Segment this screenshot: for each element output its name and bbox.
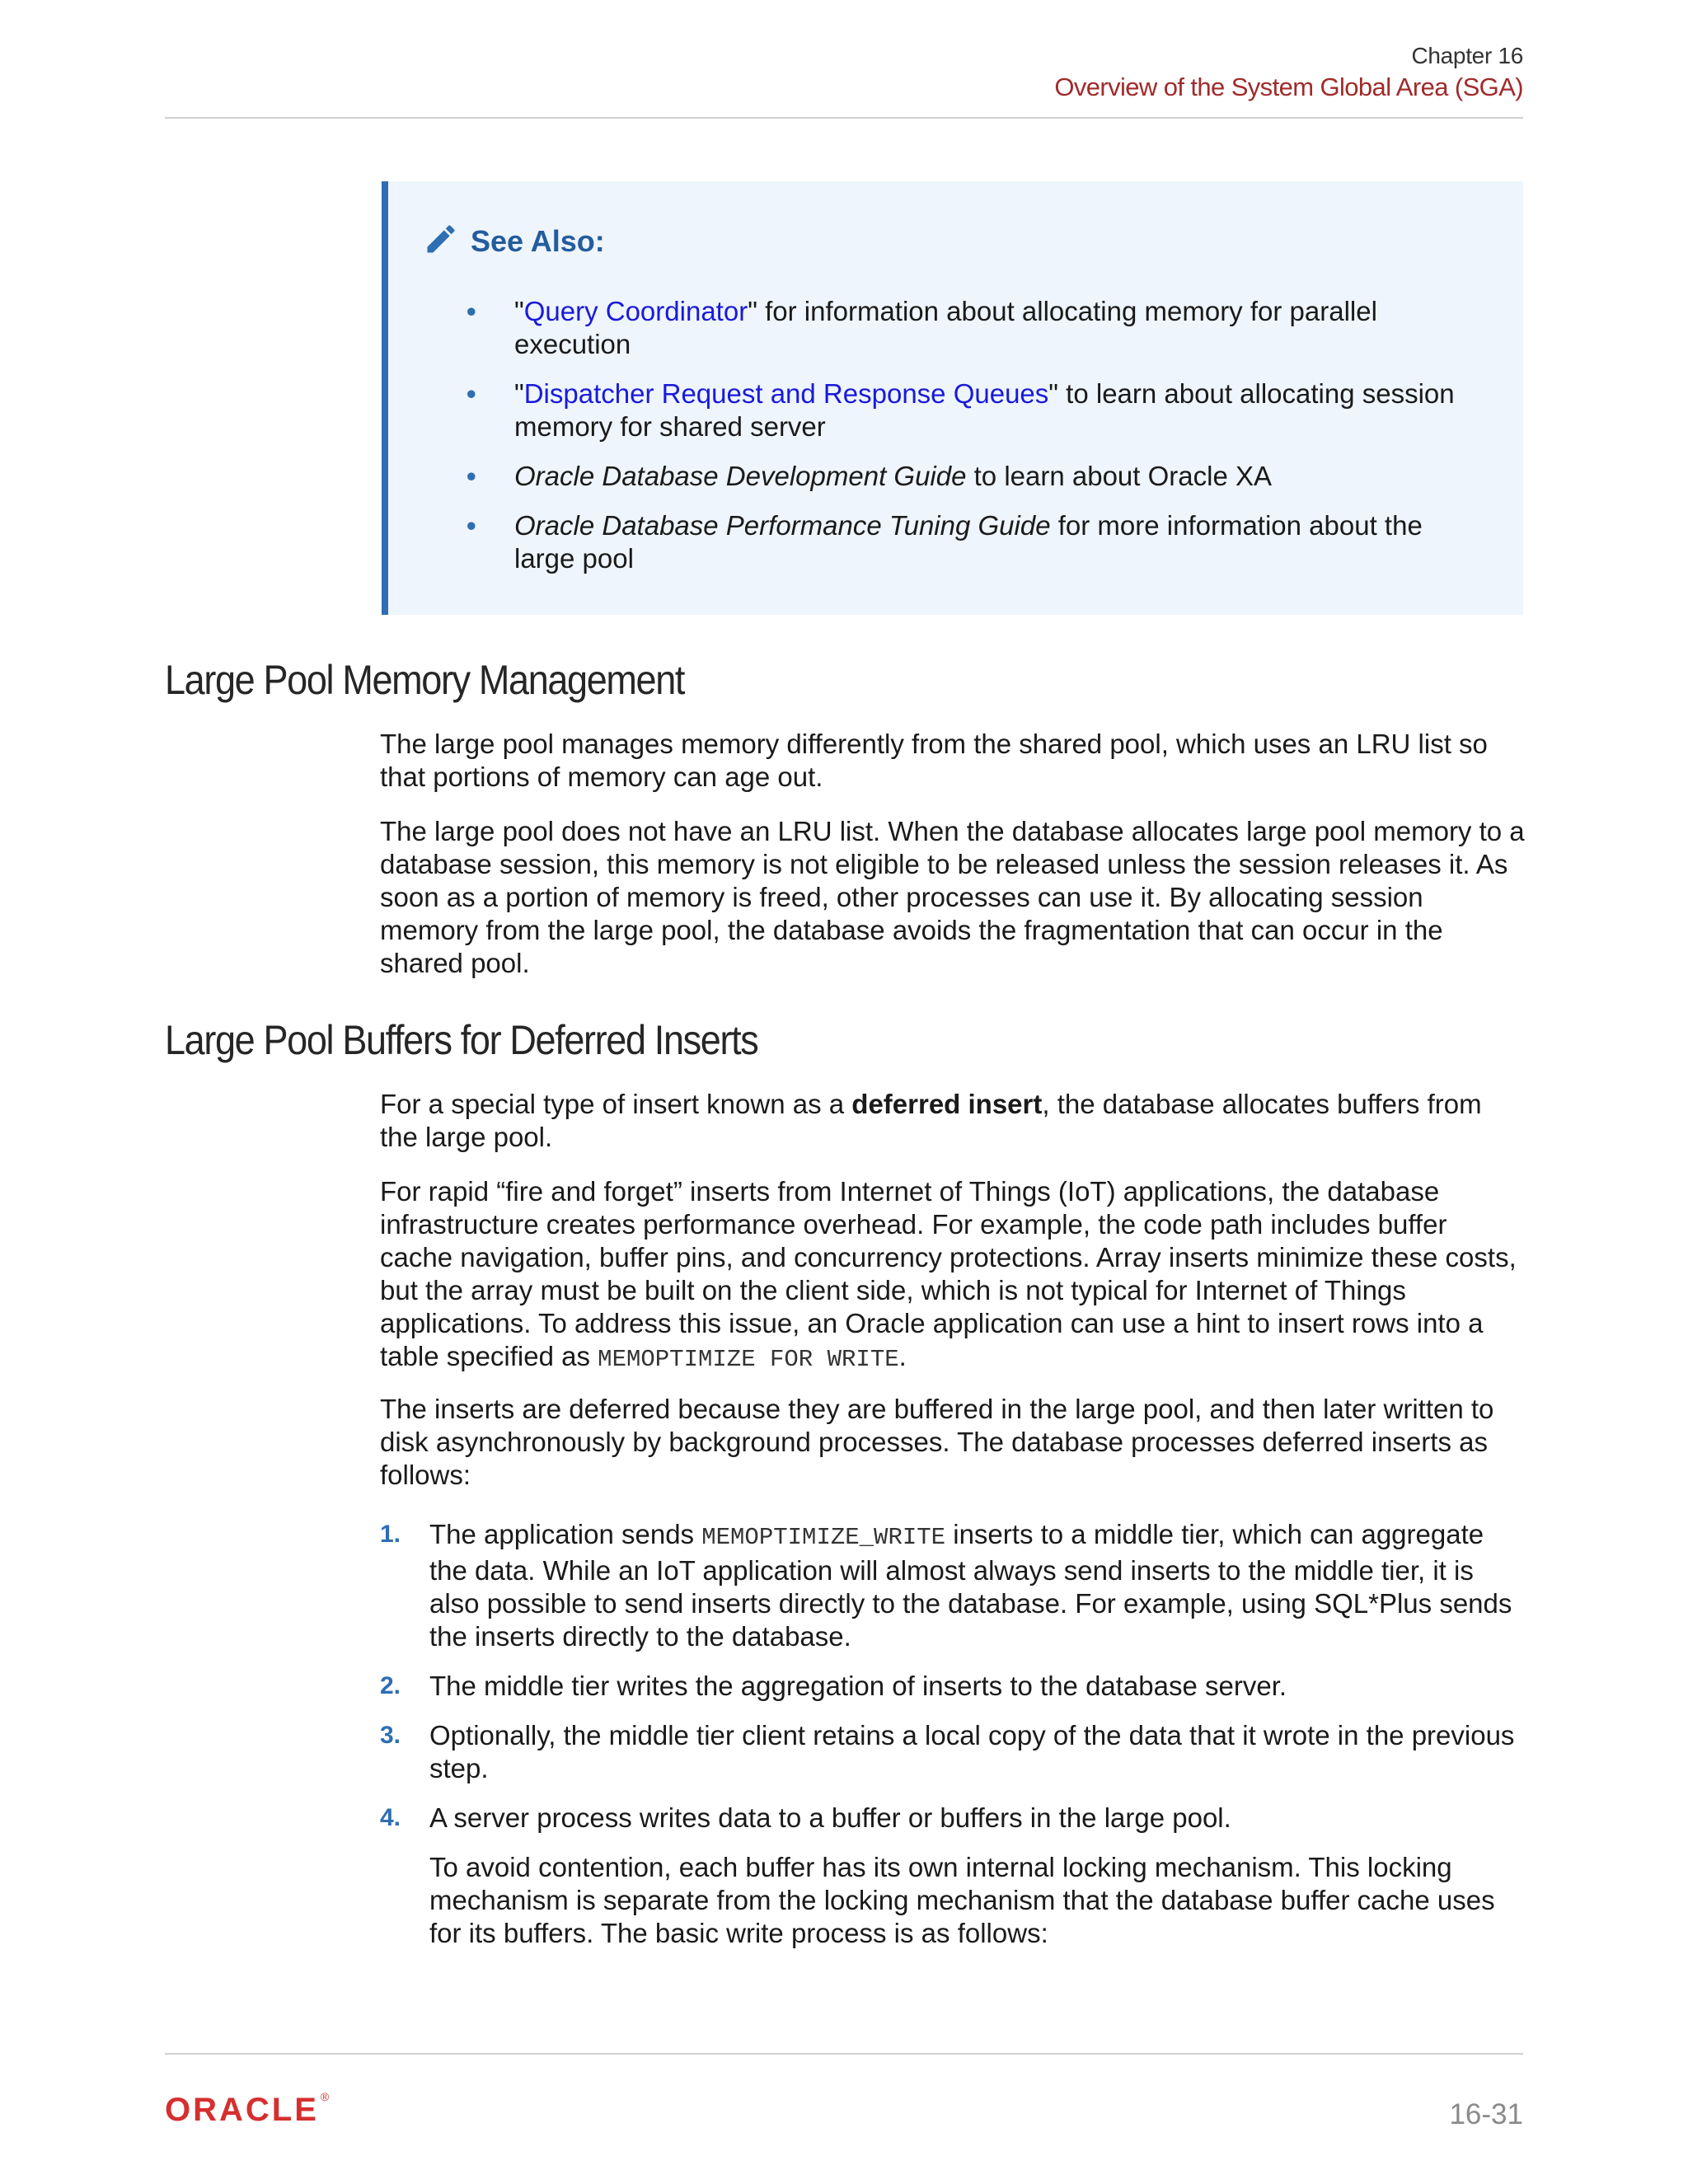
step-item: [380, 1518, 1526, 1653]
text-run: .: [898, 1341, 907, 1371]
text-run: inserts to a middle tier, which can aggregate the data. While an IoT application will almost always send inserts to the middle tier, it is also possible to send inserts directly to the database. For example, using SQL*Plus sends the inserts directly to the database.: [429, 1519, 1512, 1652]
text-run: A server process writes data to a buffer or buffers in the large pool.: [429, 1802, 1231, 1833]
see-also-item: [467, 509, 1489, 575]
footer-divider: [165, 2053, 1523, 2055]
text-run: For rapid “fire and forget” inserts from Internet of Things (IoT) applications, the database infrastructure creates performance overhead. For example, the code path includes buffer cache navigation, buffer pins, and concurrency protections. Array inserts minimize these costs, but the array must be built on the client side, which is not typical for Internet of Things applications. To address this issue, an Oracle application can use a hint to insert rows into a table specified as: [380, 1176, 1517, 1371]
see-also-item-text: to learn about allocating session memory for shared server: [514, 378, 1455, 442]
see-also-item-text: for information about allocating memory for parallel execution: [514, 296, 1377, 359]
code-literal: MEMOPTIMIZE FOR WRITE: [598, 1346, 899, 1373]
see-also-item-text: to learn about Oracle XA: [966, 461, 1273, 491]
deferred-insert-steps: [380, 1518, 1526, 1966]
step-item: [380, 1802, 1526, 1950]
see-also-item: [467, 460, 1489, 493]
paragraph: [380, 1088, 1526, 1154]
code-literal: MEMOPTIMIZE_WRITE: [701, 1524, 946, 1551]
step-number: 3.: [380, 1722, 401, 1749]
see-also-title: See Also:: [471, 223, 605, 258]
see-also-item-text: for more information about the large pool: [514, 510, 1423, 574]
registered-mark: ®: [320, 2090, 330, 2103]
text-run: The application sends: [429, 1519, 702, 1549]
oracle-logo-text: ORACLE: [165, 2092, 319, 2128]
paragraph: The inserts are deferred because they are buffered in the large pool, and then later written to disk asynchronously by background processes. The database processes deferred inserts as follows:: [380, 1394, 1494, 1490]
text-run: For a special type of insert known as a: [380, 1089, 852, 1119]
header-divider: [165, 117, 1523, 119]
dispatcher-queues-link[interactable]: Dispatcher Request and Response Queues: [523, 378, 1049, 409]
paragraph: [380, 1175, 1526, 1376]
step-detail: To avoid contention, each buffer has its own internal locking mechanism. This locking mechanism is separate from the locking mechanism that the database buffer cache uses for its buffers. The basic write process is as follows:: [429, 1852, 1495, 1948]
book-title: Oracle Database Performance Tuning Guide: [514, 510, 1051, 541]
see-also-item: • "Query Coordinator" for information about allocating memory for parallel execution: [467, 296, 1377, 359]
bullet-icon: •: [467, 510, 476, 541]
see-also-header: [423, 221, 605, 261]
section-heading-memory-management: Large Pool Memory Management: [165, 657, 685, 703]
bullet-icon: •: [467, 378, 476, 409]
bullet-icon: •: [467, 296, 476, 326]
see-also-callout: [382, 181, 1523, 615]
text-run: The middle tier writes the aggregation of inserts to the database server.: [429, 1671, 1287, 1701]
book-title: Oracle Database Development Guide: [514, 461, 967, 491]
paragraph: The large pool manages memory differently from the shared pool, which uses an LRU list so that portions of memory can age out.: [380, 729, 1488, 792]
step-number: 2.: [380, 1672, 401, 1699]
see-also-list: [467, 295, 1489, 592]
section-heading-deferred-inserts: Large Pool Buffers for Deferred Inserts: [165, 1017, 758, 1063]
text-run: , the database allocates buffers from the large pool.: [380, 1089, 1482, 1152]
paragraph: The large pool does not have an LRU list. When the database allocates large pool memory to a database session, this memory is not eligible to be released unless the session releases it. As soon as a portion of memory is freed, other processes can use it. By allocating session memory from the large pool, the database avoids the fragmentation that can occur in the shared pool.: [380, 816, 1525, 978]
term-deferred-insert: deferred insert: [851, 1089, 1043, 1119]
pencil-icon: [423, 221, 459, 261]
step-item: [380, 1719, 1526, 1785]
step-item: [380, 1670, 1526, 1703]
text-run: Optionally, the middle tier client retains a local copy of the data that it wrote in the previous step.: [429, 1720, 1515, 1783]
see-also-item: • "Dispatcher Request and Response Queues" to learn about allocating session memory for shared server: [467, 378, 1455, 442]
step-number: 4.: [380, 1804, 401, 1831]
chapter-title: Overview of the System Global Area (SGA): [1054, 73, 1523, 101]
query-coordinator-link[interactable]: Query Coordinator: [523, 296, 748, 326]
page-number: 16-31: [1449, 2098, 1523, 2130]
step-number: 1.: [380, 1521, 401, 1548]
bullet-icon: •: [467, 461, 476, 491]
chapter-label: Chapter 16: [1411, 43, 1523, 68]
oracle-logo: [165, 2090, 329, 2129]
